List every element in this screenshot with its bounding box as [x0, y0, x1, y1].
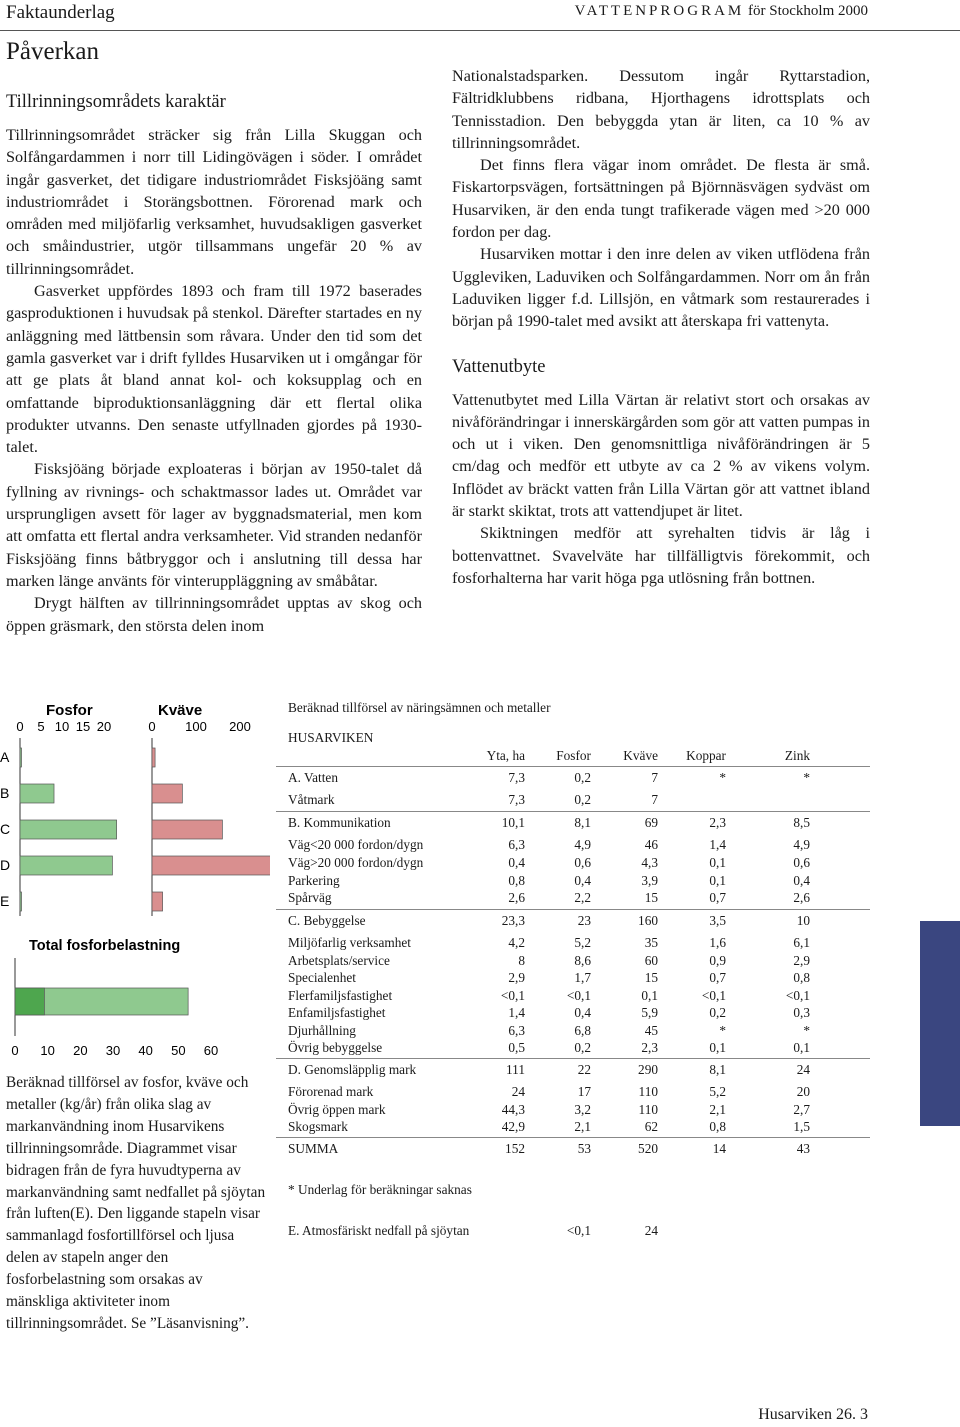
table-cell: Fosfor: [556, 748, 591, 763]
table-cell: B. Kommunikation: [288, 815, 391, 830]
table-cell: Specialenhet: [288, 970, 356, 985]
table-cell: 7: [651, 770, 658, 785]
table-cell: 8,5: [793, 815, 810, 830]
table-cell: *: [803, 770, 810, 785]
table-cell: 0,4: [508, 855, 525, 870]
table-divider: [276, 1058, 870, 1059]
right-paragraph: Nationalstadsparken. Dessutom ingår Ryttarstadion, Fältridklubbens ridbana, Hjorthagens idrottsplats och Tennisstadion. Den bebyggda ytan är liten, ca 10 % av tillrinningsområdet.: [452, 67, 870, 152]
table-cell: Kväve: [623, 748, 658, 763]
table-cell: 0,8: [793, 970, 810, 985]
bar-fosfor: [20, 748, 22, 767]
table-cell: Förorenad mark: [288, 1084, 374, 1099]
nutrient-chart: [0, 696, 270, 1066]
table-cell: 4,9: [793, 837, 810, 852]
tick-label-total: 0: [11, 1043, 19, 1058]
right-paragraph: Det finns flera vägar inom området. De flesta är små. Fiskartorpsvägen, fortsättningen på Björnnäsvägen sydväst om Husarviken, är den enda tungt trafikerade vägen med >20 000 fordon per dag.: [452, 156, 870, 242]
table-cell: 0,2: [574, 770, 591, 785]
table-cell: 2,7: [793, 1102, 810, 1117]
table-cell: 53: [577, 1141, 591, 1156]
program-title: [575, 3, 868, 20]
table-cell: Arbetsplats/service: [288, 953, 390, 968]
table-cell: 2,6: [793, 890, 810, 905]
table-cell: 0,4: [793, 873, 810, 888]
table-cell: 0,4: [574, 873, 591, 888]
table-cell: 24: [511, 1084, 525, 1099]
bar-fosfor: [20, 892, 22, 911]
table-cell: A. Vatten: [288, 770, 338, 785]
table-cell: Väg<20 000 fordon/dygn: [288, 837, 424, 852]
bar-kvave: [152, 856, 270, 875]
table-cell: <0,1: [701, 988, 726, 1003]
table-cell: Koppar: [686, 748, 726, 763]
table-cell: Övrig öppen mark: [288, 1102, 386, 1117]
left-paragraph: Tillrinningsområdet sträcker sig från Lilla Skuggan och Solfångardammen i norr till Lidingövägen i söder. I området ingår gasverket, det tidigare industriområdet Fisksjöäng samt industriområdet i Storängsbottnen. Förorenad mark och områden med miljöfarlig verksamhet, huvudsakligen gasverket och småindustrier, utgör tillsammans ungefär 20 % av tillrinningsområdet.: [6, 126, 422, 278]
section-title: Faktaunderlag: [6, 2, 115, 23]
table-cell: 7,3: [508, 792, 525, 807]
table-cell: 160: [638, 913, 658, 928]
table-header: [288, 748, 870, 766]
right-column: [452, 65, 870, 589]
table-cell: 0,4: [574, 1005, 591, 1020]
table-divider: [276, 1137, 870, 1138]
tick-label-fosfor: 5: [37, 719, 45, 734]
table-cell: 8: [518, 953, 525, 968]
table-cell: 0,9: [709, 953, 726, 968]
table-cell: 8,1: [574, 815, 591, 830]
table-cell: E. Atmosfäriskt nedfall på sjöytan: [288, 1223, 470, 1238]
category-label: D: [0, 857, 11, 873]
table-cell: 110: [638, 1102, 658, 1117]
table-cell: C. Bebyggelse: [288, 913, 366, 928]
table-cell: 3,9: [641, 873, 658, 888]
table-cell: 2,1: [574, 1119, 591, 1134]
table-cell: 0,8: [508, 873, 525, 888]
table-cell: <0,1: [500, 988, 525, 1003]
table-cell: 2,2: [574, 890, 591, 905]
table-cell: 1,6: [709, 935, 726, 950]
table-row: [288, 970, 870, 988]
series-title-fosfor: Fosfor: [46, 702, 93, 719]
table-cell: 1,4: [508, 1005, 525, 1020]
table-cell: Zink: [784, 748, 810, 763]
tick-label-total: 50: [171, 1043, 186, 1058]
bar-total-part: [15, 988, 44, 1015]
right-heading: Vattenutbyte: [452, 356, 546, 377]
table-cell: 2,3: [641, 1040, 658, 1055]
table-row: [288, 873, 870, 891]
table-cell: SUMMA: [288, 1141, 339, 1156]
right-paragraph: Skiktningen medför att syrehalten tidvis är låg i bottenvattnet. Svavelväte har tillfälligtvis förekommit, och fosforhalterna har varit höga pga utlösning från bottnen.: [452, 524, 870, 587]
category-label: B: [0, 785, 10, 801]
table-cell: 15: [644, 970, 658, 985]
table-cell: Våtmark: [288, 792, 335, 807]
table-cell: Parkering: [288, 873, 340, 888]
tick-label-total: 60: [203, 1043, 219, 1058]
tick-label-fosfor: 0: [16, 719, 24, 734]
table-cell: 45: [644, 1023, 658, 1038]
left-column: [6, 90, 422, 637]
table-cell: *: [719, 770, 726, 785]
table-location: HUSARVIKEN: [288, 730, 374, 745]
table-cell: 5,2: [574, 935, 591, 950]
table-cell: Miljöfarlig verksamhet: [288, 935, 411, 950]
table-row: [288, 1141, 870, 1159]
table-cell: 6,1: [793, 935, 810, 950]
table-row: [288, 770, 870, 788]
table-cell: 7,3: [508, 770, 525, 785]
right-paragraph: Husarviken mottar i den inre delen av viken utflödena från Uggleviken, Laduviken och Solfångardammen. Norr om ån från Laduviken ligger f.d. Lillsjön, en våtmark som restaurerades i början på 1990-talet med avsikt att återskapa fri vattenyta.: [452, 245, 870, 331]
table-cell: 520: [638, 1141, 658, 1156]
left-paragraph: Gasverket uppfördes 1893 och fram till 1972 baserades gasproduktionen i huvudsak på stenkol. Därefter startades en ny anläggning med lättbensin som råvara. Under den tid som det gamla gasverket var i drift fylldes Husarviken ut i omgångar för att ge plats åt bland annat kol- och koksupplag och en omfattande biproduktionsanläggning där ett flertal olika produkter utvanns. Den senaste utfyllnaden gjordes på 1930-talet.: [6, 282, 422, 457]
table-cell: 10: [796, 913, 810, 928]
table-cell: 24: [644, 1223, 658, 1238]
table-row: [288, 792, 870, 810]
table-cell: 17: [577, 1084, 591, 1099]
tick-label-fosfor: 20: [96, 719, 112, 734]
table-cell: 14: [712, 1141, 726, 1156]
table-cell: 8,6: [574, 953, 591, 968]
table-cell: 4,3: [641, 855, 658, 870]
table-divider: [276, 909, 870, 910]
table-cell: 22: [577, 1062, 591, 1077]
tick-label-total: 30: [105, 1043, 121, 1058]
tick-label-kvave: 100: [185, 719, 207, 734]
table-cell: 0,1: [641, 988, 658, 1003]
table-cell: 42,9: [501, 1119, 525, 1134]
tick-label-fosfor: 10: [54, 719, 70, 734]
table-cell: 60: [644, 953, 658, 968]
table-cell: 0,2: [574, 1040, 591, 1055]
bar-kvave: [152, 820, 222, 839]
table-cell: D. Genomsläpplig mark: [288, 1062, 417, 1077]
table-cell: 0,3: [793, 1005, 810, 1020]
table-cell: 3,5: [709, 913, 726, 928]
table-cell: 35: [644, 935, 658, 950]
table-row-extra: [288, 1223, 870, 1241]
table-cell: 2,1: [709, 1102, 726, 1117]
table-cell: 5,2: [709, 1084, 726, 1099]
table-row: [288, 855, 870, 873]
table-cell: <0,1: [785, 988, 810, 1003]
program-suffix: för Stockholm 2000: [748, 3, 868, 19]
bar-kvave: [152, 784, 182, 803]
table-cell: 10,1: [501, 815, 525, 830]
side-tab-marker: [920, 921, 960, 1126]
category-label: A: [0, 749, 10, 765]
table-row: [288, 1062, 870, 1080]
tick-label-total: 40: [138, 1043, 153, 1058]
table-cell: <0,1: [566, 1223, 591, 1238]
left-paragraph: Fisksjöäng började exploateras i början av 1950-talet då fyllning av rivnings- och schaktmassor lades ut. Området var ursprungligen avsett för lager av byggnadsmaterial, men kom att omfatta ett flertal andra verksamheter. Vid stranden nedanför Fisksjöäng finns båtbryggor och i anslutning till dessa har marken länge använts för vinteruppläggning av småbåtar.: [6, 460, 422, 590]
table-cell: <0,1: [566, 988, 591, 1003]
table-cell: 6,3: [508, 1023, 525, 1038]
table-row: [288, 890, 870, 908]
table-cell: 20: [796, 1084, 810, 1099]
table-cell: 3,2: [574, 1102, 591, 1117]
table-cell: 0,5: [508, 1040, 525, 1055]
bar-fosfor: [20, 784, 54, 803]
table-cell: 15: [644, 890, 658, 905]
table-row: [288, 1040, 870, 1058]
chart-title: Total fosforbelastning: [29, 938, 181, 954]
table-cell: 152: [505, 1141, 525, 1156]
table-cell: 24: [796, 1062, 810, 1077]
table-cell: 44,3: [501, 1102, 525, 1117]
table-cell: 6,8: [574, 1023, 591, 1038]
table-cell: 0,6: [574, 855, 591, 870]
table-cell: Djurhållning: [288, 1023, 356, 1038]
right-paragraph: Vattenutbytet med Lilla Värtan är relativt stort och orsakas av nivåförändringar i innerskärgården som gör att vatten pumpas in och ut i viken. Den genomsnittliga nivåförändringen är 5 cm/dag och medför ett utbyte av ca 2 % av vikens volym. Inflödet av bräckt vatten från Lilla Värtan gör att vattnet ibland är starkt skiktat, trots att vattendjupet är litet.: [452, 390, 870, 521]
table-cell: 111: [506, 1062, 525, 1077]
category-label: E: [0, 893, 10, 909]
table-row: [288, 837, 870, 855]
tick-label-kvave: 0: [148, 719, 156, 734]
table-row: [288, 988, 870, 1006]
table-cell: 1,5: [793, 1119, 810, 1134]
table-cell: 43: [796, 1141, 810, 1156]
left-paragraph: Drygt hälften av tillrinningsområdet upptas av skog och öppen gräsmark, den största delen inom: [6, 594, 422, 635]
table-cell: 1,7: [574, 970, 591, 985]
table-row: [288, 1023, 870, 1041]
chart-caption: Beräknad tillförsel av fosfor, kväve och metaller (kg/år) från olika slag av markanvändning inom Husarvikens tillrinningsområde. Diagrammet visar bidragen från de fyra huvudtyperna av markanvändning samt nedfallet på sjöytan från luften(E). Den liggande stapeln visar sammanlagd fosfortillförsel och ljusa delen av stapeln anger den fosforbelastning som orsakas av mänskliga aktiviteter inom tillrinningsområdet. Se ”Läsanvisning”.: [6, 1074, 266, 1332]
table-cell: 0,1: [709, 873, 726, 888]
table-cell: 110: [638, 1084, 658, 1099]
table-cell: Yta, ha: [486, 748, 525, 763]
table-row: [288, 913, 870, 931]
table-cell: 2,3: [709, 815, 726, 830]
table-cell: 2,6: [508, 890, 525, 905]
table-cell: 4,2: [508, 935, 525, 950]
table-row: [288, 935, 870, 953]
table-divider: [276, 766, 870, 767]
table-cell: *: [803, 1023, 810, 1038]
table-row: [288, 1005, 870, 1023]
program-name: VATTENPROGRAM: [574, 3, 745, 19]
table-cell: 6,3: [508, 837, 525, 852]
table-cell: 0,1: [709, 855, 726, 870]
table-cell: 1,4: [709, 837, 726, 852]
table-cell: 2,9: [793, 953, 810, 968]
table-row: [288, 953, 870, 971]
table-cell: 69: [644, 815, 658, 830]
table-cell: 46: [644, 837, 658, 852]
table-cell: 2,9: [508, 970, 525, 985]
series-title-kvave: Kväve: [158, 702, 203, 719]
page-title: Påverkan: [6, 38, 100, 65]
table-cell: 4,9: [574, 837, 591, 852]
bar-fosfor: [20, 820, 117, 839]
table-cell: 0,7: [709, 970, 726, 985]
table-cell: 0,6: [793, 855, 810, 870]
table-cell: 0,8: [709, 1119, 726, 1134]
table-row: [288, 1102, 870, 1120]
table-cell: 5,9: [641, 1005, 658, 1020]
table-cell: 0,1: [793, 1040, 810, 1055]
table-row: [288, 815, 870, 833]
left-heading: Tillrinningsområdets karaktär: [6, 92, 226, 112]
table-cell: Flerfamiljsfastighet: [288, 988, 393, 1003]
table-row: [288, 1084, 870, 1102]
tick-label-total: 10: [40, 1043, 55, 1058]
tick-label-kvave: 200: [229, 719, 251, 734]
header-rule: [0, 30, 960, 31]
table-cell: 62: [644, 1119, 658, 1134]
page-footer: Husarviken 26. 3: [758, 1406, 868, 1423]
table-cell: Spårväg: [288, 890, 332, 905]
table-footnote: * Underlag för beräkningar saknas: [288, 1182, 472, 1197]
table-row: [288, 1119, 870, 1137]
tick-label-fosfor: 15: [75, 719, 91, 734]
table-cell: 0,2: [709, 1005, 726, 1020]
table-cell: 23: [577, 913, 591, 928]
table-cell: 7: [651, 792, 658, 807]
bar-kvave: [152, 892, 163, 911]
table-cell: 290: [638, 1062, 658, 1077]
bar-fosfor: [20, 856, 112, 875]
table-cell: *: [719, 1023, 726, 1038]
table-cell: 0,7: [709, 890, 726, 905]
table-cell: 8,1: [709, 1062, 726, 1077]
table-cell: 0,2: [574, 792, 591, 807]
table-cell: 23,3: [501, 913, 525, 928]
table-cell: Övrig bebyggelse: [288, 1040, 383, 1055]
table-title: Beräknad tillförsel av näringsämnen och metaller: [288, 700, 551, 715]
table-divider: [276, 811, 870, 812]
category-label: C: [0, 821, 11, 837]
table-cell: Enfamiljsfastighet: [288, 1005, 386, 1020]
table-cell: Skogsmark: [288, 1119, 348, 1134]
tick-label-total: 20: [73, 1043, 88, 1058]
table-cell: Väg>20 000 fordon/dygn: [288, 855, 424, 870]
bar-kvave: [152, 748, 155, 767]
table-cell: 0,1: [709, 1040, 726, 1055]
